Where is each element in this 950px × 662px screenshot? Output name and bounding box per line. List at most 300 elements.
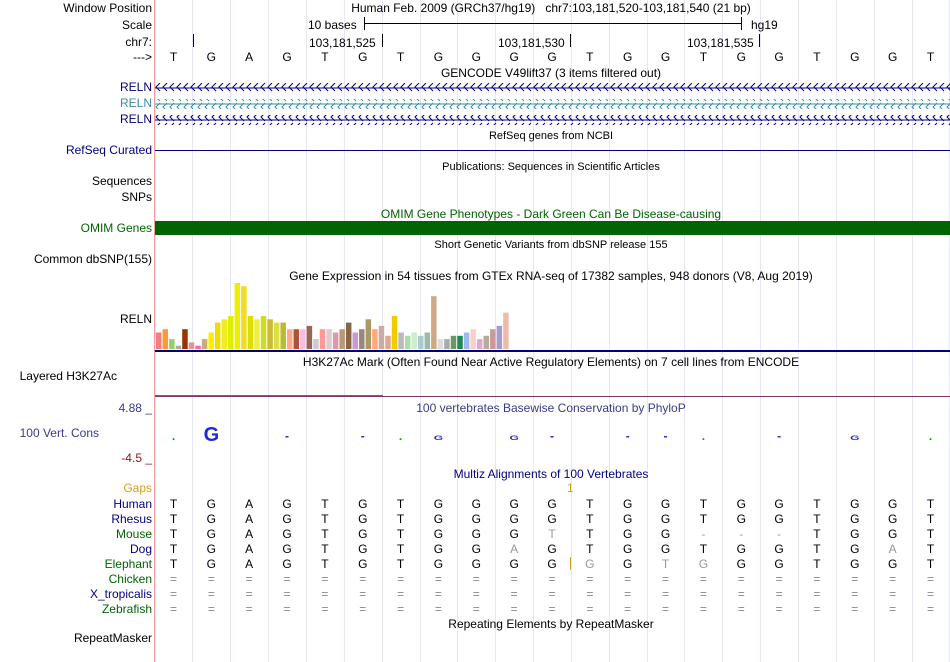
cons-max-label: 4.88 _ (118, 401, 152, 415)
alignment-base: G (887, 557, 898, 571)
gencode-reln-label-3[interactable]: RELN (119, 112, 152, 126)
alignment-base: G (623, 527, 633, 541)
alignment-base: = (397, 602, 405, 616)
alignment-base: G (282, 512, 292, 526)
conservation-glyph: - (663, 429, 668, 443)
alignment-base: T (586, 512, 594, 526)
species-label-elephant: Elephant (104, 557, 152, 571)
alignment-base: = (510, 587, 518, 601)
gencode-reln-label-2[interactable]: RELN (119, 96, 152, 110)
alignment-base: T (926, 542, 935, 556)
coord-tick-3 (759, 34, 760, 47)
alignment-base: = (586, 572, 594, 586)
alignment-base: = (775, 602, 783, 616)
gtex-tissue-bar[interactable] (254, 319, 260, 349)
alignment-base: G (358, 497, 368, 511)
alignment-base: = (851, 572, 859, 586)
alignment-base: T (548, 527, 556, 541)
alignment-base: G (206, 512, 217, 526)
ref-base: G (774, 50, 784, 64)
alignment-base: = (207, 602, 215, 616)
alignment-base: = (889, 587, 897, 601)
gtex-tissue-bar[interactable] (451, 336, 457, 349)
alignment-base: T (661, 557, 670, 571)
strand-arrow-label: ---> (133, 50, 152, 64)
gtex-tissue-bar[interactable] (300, 329, 306, 349)
gtex-title[interactable]: Gene Expression in 54 tissues from GTEx RNA-seq of 17382 samples, 948 donors (V8, Aug 2019) (289, 269, 813, 283)
conservation-glyph: . (171, 429, 176, 443)
alignment-base: G (887, 527, 898, 541)
alignment-base: A (245, 497, 254, 511)
gtex-tissue-bar[interactable] (267, 319, 273, 349)
species-label-human: Human (113, 497, 152, 511)
gtex-tissue-bar[interactable] (366, 319, 372, 349)
alignment-base: T (169, 527, 178, 541)
gtex-tissue-bar[interactable] (379, 326, 385, 349)
gtex-tissue-bar[interactable] (202, 339, 208, 349)
gencode-title[interactable]: GENCODE V49lift37 (3 items filtered out) (440, 66, 662, 80)
conservation-glyph: - (285, 429, 290, 443)
refseq-curated-label[interactable]: RefSeq Curated (65, 143, 152, 157)
alignment-base: = (548, 572, 556, 586)
alignment-base: = (586, 587, 594, 601)
alignment-base: T (813, 512, 821, 526)
repeatmasker-title[interactable]: Repeating Elements by RepeatMasker (448, 617, 654, 631)
alignment-base: - (701, 527, 706, 541)
refseq-gene-line[interactable] (155, 150, 950, 151)
conservation-glyph: . (398, 429, 403, 443)
species-label-mouse: Mouse (115, 527, 152, 541)
alignment-base: G (358, 512, 368, 526)
gtex-tissue-bar[interactable] (359, 329, 365, 349)
gtex-tissue-bar[interactable] (320, 329, 326, 349)
alignment-base: G (471, 512, 481, 526)
alignment-base: = (624, 602, 632, 616)
gtex-tissue-bar[interactable] (163, 329, 169, 349)
gtex-tissue-bar[interactable] (405, 336, 411, 349)
ref-base: G (547, 50, 557, 64)
gtex-tissue-bar[interactable] (189, 342, 195, 349)
gtex-tissue-bar[interactable] (392, 316, 398, 349)
conservation-glyph: - (550, 429, 554, 443)
alignment-base: G (282, 497, 292, 511)
gtex-tissue-bar[interactable] (353, 333, 359, 350)
gtex-tissue-bar[interactable] (274, 323, 280, 349)
alignment-base: = (699, 572, 707, 586)
alignment-base: T (169, 497, 178, 511)
ref-base: A (245, 50, 254, 64)
alignment-base: G (850, 557, 860, 571)
ref-base: G (850, 50, 860, 64)
gencode-transcripts[interactable] (155, 82, 950, 126)
ref-base: G (433, 50, 444, 64)
alignment-base: = (926, 587, 934, 601)
coord-label-0: 103,181,525 (309, 36, 376, 50)
alignment-base: A (245, 542, 254, 556)
gtex-tissue-bar[interactable] (431, 296, 437, 349)
conservation-glyph: . (701, 429, 706, 443)
alignment-base: G (509, 497, 519, 511)
alignment-base: A (888, 542, 897, 556)
ref-base: T (169, 50, 178, 64)
gtex-tissue-bar[interactable] (418, 336, 424, 349)
alignment-base: G (850, 542, 860, 556)
alignment-base: G (547, 512, 557, 526)
ref-base: T (586, 50, 594, 64)
alignment-base: T (169, 542, 178, 556)
conservation-glyph: . (928, 429, 933, 443)
gtex-tissue-bar[interactable] (182, 329, 188, 349)
alignment-base: = (699, 602, 707, 616)
gtex-tissue-bar[interactable] (208, 333, 214, 350)
gtex-tissue-bar[interactable] (176, 346, 182, 349)
snps-label[interactable]: SNPs (121, 190, 152, 204)
gtex-baseline (155, 350, 950, 352)
gtex-tissue-bar[interactable] (294, 329, 300, 349)
cons-min-label: -4.5 _ (121, 451, 152, 465)
alignment-base: = (586, 602, 594, 616)
ref-base: G (358, 50, 368, 64)
h3k27ac-baseline (155, 396, 950, 397)
alignment-base: = (624, 572, 632, 586)
alignment-base: T (321, 527, 329, 541)
gtex-tissue-bar[interactable] (222, 319, 228, 349)
alignment-base: = (207, 587, 215, 601)
gtex-tissue-bar[interactable] (326, 329, 332, 349)
scale-bases-text: 10 bases (308, 18, 357, 32)
conservation-glyph: G (850, 434, 860, 442)
alignment-base: = (548, 587, 556, 601)
alignment-base: G (623, 542, 633, 556)
gtex-tissue-bar[interactable] (261, 316, 267, 349)
alignment-base: = (169, 587, 177, 601)
alignment-base: = (245, 602, 253, 616)
alignment-base: = (737, 587, 745, 601)
dbsnp-title[interactable]: Short Genetic Variants from dbSNP release 155 (434, 239, 668, 251)
track-area[interactable] (155, 0, 950, 662)
gtex-tissue-bar[interactable] (235, 283, 241, 349)
gtex-tissue-bar[interactable] (503, 313, 509, 349)
alignment-base: A (245, 527, 254, 541)
ref-base: T (813, 50, 821, 64)
conservation-glyph: G (203, 424, 220, 446)
insertion-marker (570, 557, 571, 570)
coord-tick-0 (193, 34, 194, 47)
alignment-base: T (396, 557, 405, 571)
alignment-base: = (926, 572, 934, 586)
alignment-base: = (434, 602, 442, 616)
h3k27ac-label[interactable]: Layered H3K27Ac (19, 369, 117, 383)
alignment-base: T (926, 527, 935, 541)
alignment-base: = (699, 587, 707, 601)
alignment-base: G (471, 542, 481, 556)
species-label-zebrafish: Zebrafish (101, 602, 152, 616)
gtex-tissue-bar[interactable] (280, 323, 286, 349)
gtex-tissue-bar[interactable] (444, 339, 450, 349)
alignment-base: = (662, 587, 670, 601)
alignment-base: - (739, 527, 744, 541)
alignment-base: T (169, 512, 178, 526)
track-labels (0, 0, 154, 662)
alignment-base: G (547, 542, 557, 556)
alignment-base: = (434, 587, 442, 601)
conservation-glyph: - (777, 429, 782, 443)
scale-label: Scale (121, 18, 152, 32)
gtex-tissue-bar[interactable] (241, 286, 247, 349)
alignment-base: G (358, 542, 368, 556)
alignment-base: A (245, 557, 254, 571)
alignment-base: = (359, 587, 367, 601)
alignment-base: G (736, 542, 746, 556)
gtex-tissue-bar[interactable] (339, 329, 345, 349)
alignment-base: = (321, 572, 329, 586)
alignment-base: G (471, 557, 481, 571)
gtex-tissue-bar[interactable] (248, 316, 254, 349)
gtex-tissue-bar[interactable] (425, 333, 431, 350)
omim-gene-bar[interactable] (155, 221, 950, 235)
alignment-base: T (813, 542, 821, 556)
conservation-logo[interactable] (155, 420, 950, 450)
alignment-base: T (813, 497, 821, 511)
sequences-label[interactable]: Sequences (91, 174, 152, 188)
alignment-base: G (774, 542, 784, 556)
alignment-base: G (660, 527, 671, 541)
alignment-base: = (737, 572, 745, 586)
alignment-base: G (509, 527, 519, 541)
alignment-base: = (662, 602, 670, 616)
omim-title[interactable]: OMIM Gene Phenotypes - Dark Green Can Be Disease-causing (380, 207, 722, 221)
multiz-title[interactable]: Multiz Alignments of 100 Vertebrates (453, 467, 649, 481)
alignment-base: G (547, 557, 557, 571)
alignment-base: = (245, 587, 253, 601)
alignment-base: G (282, 527, 292, 541)
chrom-label: chr7: (125, 35, 152, 49)
alignment-base: G (206, 557, 217, 571)
alignment-base: G (850, 512, 860, 526)
gtex-tissue-bar[interactable] (215, 323, 221, 349)
gap-marker: 1 (567, 481, 574, 495)
gtex-tissue-bar[interactable] (385, 336, 391, 349)
ref-base: G (887, 50, 898, 64)
alignment-base: T (396, 512, 405, 526)
alignment-base: = (397, 587, 405, 601)
gtex-tissue-bar[interactable] (169, 339, 175, 349)
alignment-base: = (283, 602, 291, 616)
ref-base: G (206, 50, 217, 64)
alignment-base: T (926, 512, 935, 526)
gtex-tissue-bar[interactable] (470, 329, 476, 349)
alignment-base: = (283, 572, 291, 586)
alignment-base: A (245, 512, 254, 526)
alignment-base: G (774, 497, 784, 511)
gtex-tissue-bar[interactable] (372, 329, 378, 349)
gtex-tissue-bar[interactable] (464, 333, 470, 350)
gencode-reln-label-1[interactable]: RELN (119, 80, 152, 94)
alignment-base: - (777, 527, 782, 541)
gtex-tissue-bar[interactable] (228, 316, 234, 349)
alignment-base: G (736, 512, 746, 526)
alignment-base: T (169, 557, 178, 571)
assembly-text: Human Feb. 2009 (GRCh37/hg19) (351, 1, 536, 15)
alignment-base: T (926, 557, 935, 571)
alignment-base: = (889, 572, 897, 586)
gtex-gene-label[interactable]: RELN (119, 312, 152, 326)
alignment-base: G (433, 512, 444, 526)
gtex-tissue-bar[interactable] (497, 326, 503, 349)
species-label-x_tropicalis: X_tropicalis (89, 587, 152, 601)
alignment-base: = (851, 587, 859, 601)
refseq-title[interactable]: RefSeq genes from NCBI (488, 130, 614, 142)
alignment-base: T (699, 497, 708, 511)
alignment-base: G (547, 497, 557, 511)
alignment-base: G (433, 497, 444, 511)
gtex-tissue-bar[interactable] (313, 339, 319, 349)
alignment-base: G (660, 542, 671, 556)
gtex-tissue-bar[interactable] (346, 323, 352, 349)
dbsnp-label[interactable]: Common dbSNP(155) (33, 252, 152, 266)
gtex-tissue-bar[interactable] (307, 326, 313, 349)
alignment-base: G (585, 557, 595, 571)
alignment-base: G (623, 512, 633, 526)
alignment-base: G (736, 497, 746, 511)
ref-base: T (926, 50, 935, 64)
alignment-base: T (813, 527, 821, 541)
alignment-base: T (396, 542, 405, 556)
alignment-base: = (851, 602, 859, 616)
omim-genes-label[interactable]: OMIM Genes (80, 221, 152, 235)
alignment-base: T (321, 512, 329, 526)
species-label-chicken: Chicken (108, 572, 152, 586)
alignment-base: = (813, 587, 821, 601)
conservation-glyph: G (433, 434, 444, 442)
alignment-base: = (889, 602, 897, 616)
ref-base: G (509, 50, 519, 64)
alignment-base: A (510, 542, 519, 556)
gtex-tissue-bar[interactable] (333, 333, 339, 350)
ref-base: T (699, 50, 708, 64)
gtex-tissue-bar[interactable] (195, 346, 201, 349)
gtex-tissue-bar[interactable] (484, 336, 490, 349)
alignment-base: T (321, 542, 329, 556)
conservation-glyph: - (360, 429, 365, 443)
gtex-tissue-bar[interactable] (411, 333, 417, 350)
gtex-tissue-bar[interactable] (438, 339, 444, 349)
assembly-position (351, 1, 751, 15)
alignment-base: = (207, 572, 215, 586)
alignment-base: G (206, 527, 217, 541)
scale-tick-right (741, 17, 742, 30)
ref-base: G (736, 50, 746, 64)
alignment-base: = (169, 602, 177, 616)
alignment-base: G (698, 557, 709, 571)
alignment-base: G (887, 512, 898, 526)
alignment-base: = (624, 587, 632, 601)
alignment-base: = (472, 602, 480, 616)
alignment-base: G (433, 527, 444, 541)
alignment-base: G (623, 497, 633, 511)
alignment-base: = (169, 572, 177, 586)
conservation-glyph: G (509, 434, 519, 442)
alignment-base: G (433, 557, 444, 571)
h3k27ac-signal (155, 395, 383, 396)
alignment-base: G (206, 542, 217, 556)
alignment-base: T (396, 527, 405, 541)
gtex-bar-chart[interactable] (155, 283, 555, 351)
alignment-base: = (283, 587, 291, 601)
gtex-tissue-bar[interactable] (156, 333, 162, 350)
alignment-base: G (282, 557, 292, 571)
alignment-base: G (433, 542, 444, 556)
ref-base: G (660, 50, 671, 64)
alignment-base: G (736, 557, 746, 571)
alignment-base: G (282, 542, 292, 556)
alignment-base: = (359, 602, 367, 616)
scale-bar (364, 23, 741, 24)
alignment-base: T (396, 497, 405, 511)
scale-db-text: hg19 (751, 18, 778, 32)
publications-title[interactable]: Publications: Sequences in Scientific Articles (442, 161, 660, 173)
ref-base: T (396, 50, 405, 64)
coord-tick-1 (382, 34, 383, 47)
species-label-dog: Dog (129, 542, 152, 556)
ref-base: T (321, 50, 329, 64)
cons-title[interactable]: 100 vertebrates Basewise Conservation by PhyloP (416, 401, 686, 415)
alignment-base: = (434, 572, 442, 586)
alignment-base: T (586, 497, 594, 511)
coord-label-1: 103,181,530 (498, 36, 565, 50)
species-label-rhesus: Rhesus (111, 512, 152, 526)
alignment-base: G (774, 557, 784, 571)
alignment-base: = (775, 587, 783, 601)
ref-base: G (471, 50, 481, 64)
alignment-base: T (321, 497, 329, 511)
alignment-base: T (586, 527, 594, 541)
alignment-base: G (660, 497, 671, 511)
gtex-tissue-bar[interactable] (457, 336, 463, 349)
alignment-base: G (623, 557, 633, 571)
alignment-base: T (699, 512, 708, 526)
alignment-base: G (358, 527, 368, 541)
alignment-base: = (321, 602, 329, 616)
alignment-base: = (813, 602, 821, 616)
alignment-base: T (813, 557, 821, 571)
alignment-base: = (510, 572, 518, 586)
position-text: chr7:103,181,520-103,181,540 (21 bp) (545, 1, 751, 15)
alignment-base: = (775, 572, 783, 586)
repeatmasker-label[interactable]: RepeatMasker (73, 631, 152, 645)
gtex-tissue-bar[interactable] (490, 329, 496, 349)
coord-tick-2 (570, 34, 571, 47)
alignment-base: = (662, 572, 670, 586)
alignment-base: G (774, 512, 784, 526)
cons-label[interactable]: 100 Vert. Cons (19, 426, 99, 440)
alignment-base: T (586, 542, 594, 556)
alignment-base: = (472, 587, 480, 601)
alignment-base: G (509, 557, 519, 571)
gtex-tissue-bar[interactable] (398, 333, 404, 350)
coord-label-2: 103,181,535 (687, 36, 754, 50)
alignment-base: = (472, 572, 480, 586)
alignment-base: T (926, 497, 935, 511)
gtex-tissue-bar[interactable] (287, 329, 293, 349)
gtex-tissue-bar[interactable] (477, 339, 483, 349)
alignment-base: G (887, 497, 898, 511)
alignment-base: G (850, 497, 860, 511)
h3k27ac-title[interactable]: H3K27Ac Mark (Often Found Near Active Regulatory Elements) on 7 cell lines from ENCODE (302, 355, 800, 369)
alignment-base: T (321, 557, 329, 571)
conservation-glyph: - (625, 429, 630, 443)
alignment-base: T (699, 542, 708, 556)
